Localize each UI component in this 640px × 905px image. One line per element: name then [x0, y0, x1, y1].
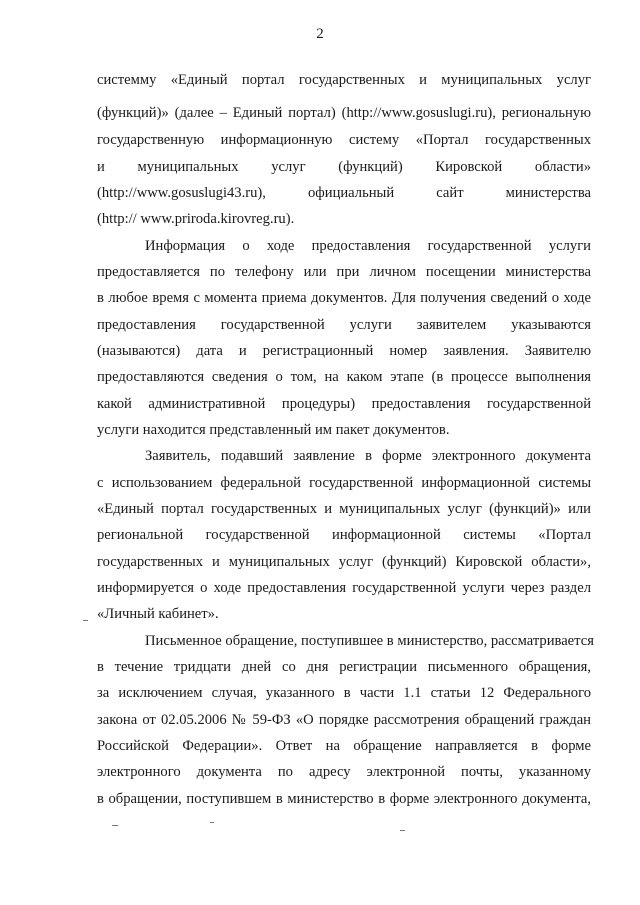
text-line: информируется о ходе предоставления государственной услуги через раздел — [97, 580, 591, 596]
text-line: в течение тридцати дней со дня регистрации письменного обращения, — [97, 659, 591, 675]
text-line: закона от 02.05.2006 № 59-ФЗ «О порядке рассмотрения обращений граждан — [97, 712, 591, 728]
text-line: (http:// www.priroda.kirovreg.ru). — [97, 211, 295, 227]
text-line: Информация о ходе предоставления государственной услуги — [145, 238, 591, 254]
text-line: «Личный кабинет». — [97, 606, 219, 622]
text-line: предоставляются сведения о том, на каком этапе (в процессе выполнения — [97, 369, 591, 385]
text-line: (функций)» (далее – Единый портал) (http://www.gosuslugi.ru), региональную — [97, 105, 591, 121]
text-line: электронного документа по адресу электронной почты, указанному — [97, 764, 591, 780]
scan-artifact — [112, 825, 118, 826]
scan-artifact — [83, 620, 88, 621]
text-line: (называются) дата и регистрационный номер заявления. Заявителю — [97, 343, 591, 359]
text-line: государственную информационную систему «Портал государственных — [97, 132, 591, 148]
text-line: услуги находится представленный им пакет документов. — [97, 422, 450, 438]
scan-artifact — [400, 830, 405, 831]
scan-artifact — [210, 822, 214, 823]
text-line: предоставляется по телефону или при личном посещении министерства — [97, 264, 591, 280]
text-line: «Единый портал государственных и муниципальных услуг (функций)» или — [97, 501, 591, 517]
text-line: в любое время с момента приема документов. Для получения сведений о ходе — [97, 290, 591, 306]
text-line: Российской Федерации». Ответ на обращение направляется в форме — [97, 738, 591, 754]
text-line: за исключением случая, указанного в части 1.1 статьи 12 Федерального — [97, 685, 591, 701]
text-line: системму «Единый портал государственных и муниципальных услуг — [97, 72, 591, 88]
text-line: (http://www.gosuslugi43.ru), официальный сайт министерства — [97, 185, 591, 201]
page-number: 2 — [316, 26, 324, 42]
text-line: какой административной процедуры) предоставления государственной — [97, 396, 591, 412]
text-line: и муниципальных услуг (функций) Кировской области» — [97, 159, 591, 175]
text-line: в обращении, поступившем в министерство в форме электронного документа, — [97, 791, 591, 807]
text-line: с использованием федеральной государственной информационной системы — [97, 475, 591, 491]
text-line: государственных и муниципальных услуг (функций) Кировской области», — [97, 554, 591, 570]
text-line: Письменное обращение, поступившее в министерство, рассматривается — [145, 633, 594, 649]
text-line: региональной государственной информационной системы «Портал — [97, 527, 591, 543]
text-line: Заявитель, подавший заявление в форме электронного документа — [145, 448, 591, 464]
text-line: предоставления государственной услуги заявителем указываются — [97, 317, 591, 333]
